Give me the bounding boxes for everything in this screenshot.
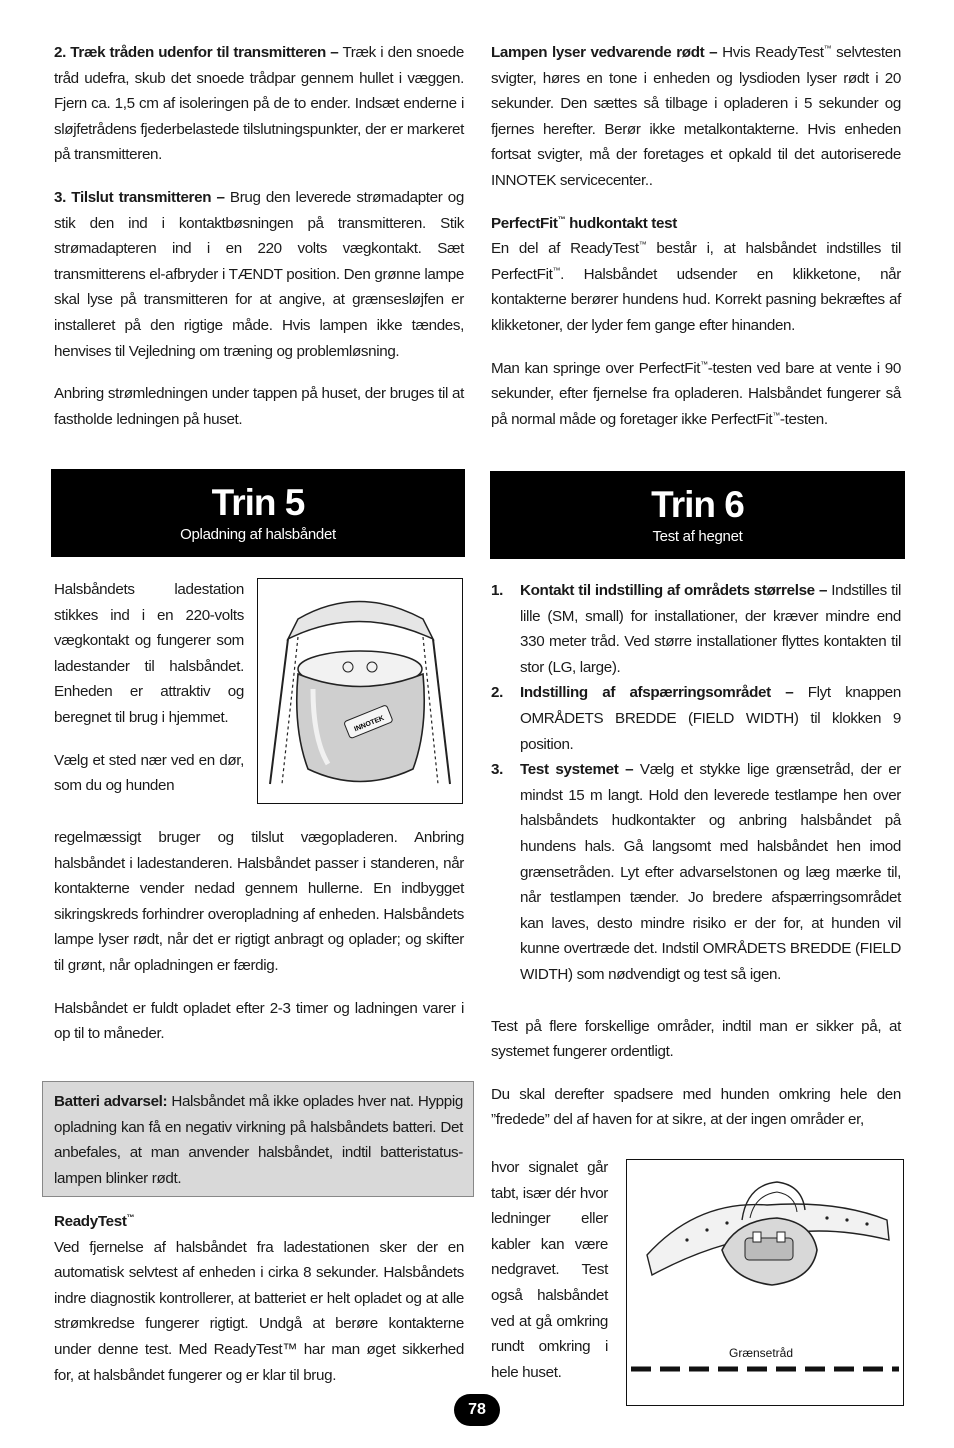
- innotek-logo: INNOTEK: [353, 714, 386, 734]
- step-item: 3. Test systemet – Vælg et stykke lige grænsetråd, der er mindst 15 m langt. Hold den leverede testlampe hen over halsbåndets hudkontakter og anbring halsbåndet på hundens hals. Gå langsomt med halsbåndet hen imod grænsetråden. Lyt efter advarselstonen og læg mærke til, når testlampen tænder. Jo bredere afspærringsområdet kan laves, desto mindre risiko er der for, at hunden vil kunne overtræde det. Indstil OMRÅDETS BREDDE (FIELD WIDTH) som nødvendigt og test så igen.: [491, 761, 902, 983]
- trin6-subtitle: Test af hegnet: [652, 528, 743, 545]
- trin6-banner: [490, 471, 905, 559]
- step2-paragraph: 2. Træk tråden udenfor til transmitteren – Træk i den snoede tråd udefra, skub det snoede trådpar gennem hullet i væggen. Fjern ca. 1,5 cm af isoleringen på de to ender. Indsæt enderne i sløjfetrådens fjederbelastede tilslutningspunkter, der er markeret på transmitteren.: [54, 44, 464, 164]
- warning-lead: Batteri advarsel:: [54, 1093, 168, 1110]
- warning-text: Halsbåndet må ikke oplades hver nat. Hyppig opladning kan få en negativ virkning på halsbåndets batteri. Det anbefales, at man anvender halsbåndet, indtil batteristatus-lampen blinker rødt.: [54, 1093, 463, 1187]
- skip-paragraph: Man kan springe over PerfectFit™-testen ved bare at vente i 90 sekunder, efter fjernelse fra opladeren. Halsbåndet fungerer så på normal måde og foretager ikke PerfectFit™-testen.: [491, 359, 901, 428]
- lamp-paragraph: Lampen lyser vedvarende rødt – Hvis ReadyTest™ selvtesten svigter, høres en tone i enheden og lysdioden lyser rødt i 20 sekunder. Den sættes så tilbage i opladeren i 5 sekunder og fjernes herefter. Berør ikke metalkontakterne. Hvis enheden fortsat svigter, må der foretages et opkald til det autoriserede INNOTEK servicecenter..: [491, 43, 901, 189]
- readytest-heading: ReadyTest: [54, 1213, 127, 1230]
- trin5-subtitle: Opladning af halsbåndet: [180, 526, 336, 543]
- trin5-continuation: regelmæssigt bruger og tilslut vægopladeren. Anbring halsbåndet i ladestanderen. Halsbåndet passer i standeren, når kontakterne vender nedad gennem hullerne. En indbygget sikringskreds forhindrer overopladning af enheden. Halsbåndets lampe lyser rødt, når det er rigtigt anbragt og oplader; og skifter til grønt, når opladningen er færdig.: [54, 829, 464, 974]
- trin5-body: [54, 825, 464, 1047]
- trin5-title: Trin 5: [211, 482, 305, 523]
- charging-station-figure: [257, 578, 463, 804]
- perfectfit-heading: PerfectFit™ hudkontakt test: [491, 214, 677, 232]
- trin5-banner: [51, 469, 465, 557]
- walk-wrap-text: hvor signalet går tabt, især dér hvor ledninger eller kabler kan være nedgravet. Test også halsbåndet ved at gå omkring rundt omkring i hele huset.: [491, 1159, 608, 1381]
- boundary-wire-label: Grænsetråd: [728, 1346, 794, 1360]
- step-item: 1. Kontakt til indstilling af områdets størrelse – Indstilles til lille (SM, small) for installationer, der kræver mindre end 330 meter tråd. Ved større installationer flyttes kontakten til stor (LG, large).: [491, 582, 901, 676]
- step3-paragraph: 3. Tilslut transmitteren – Brug den leverede strømadapter og stik den ind i kontaktbøsningen på transmitteren. Stik strømadapteren ind i en 220 volts vægkontakt. Sæt transmitterens el-afbryder i TÆNDT position. Den grønne lampe skal lyse på transmitteren for at angive, at grænsesløjfen er installeret på den rigtige måde. Hvis lampen ikke tændes, henvises til Vejledning om træning og problemløsning.: [54, 188, 464, 360]
- readytest-text: Ved fjernelse af halsbåndet fra ladestationen sker der en automatisk selvtest af enheden i cirka 8 sekunder. Halsbåndets indre diagnostik kontrollerer, at batteriet er helt opladet og at alle strømkredse fungerer rigtigt. Undgå at berøre kontakterne under denne test. Med ReadyTest™ har man øget sikkerhed for, at halsbåndet fungerer og er klar til brug.: [54, 1238, 464, 1384]
- page-number: 78: [454, 1394, 500, 1426]
- right-column: [491, 40, 901, 432]
- trin5-wrap-text: [54, 577, 244, 799]
- step-item: 2. Indstilling af afspærringsområdet – Flyt knappen OMRÅDETS BREDDE (FIELD WIDTH) til klokken 9 position.: [491, 684, 901, 753]
- trin5-wrap-2: Vælg et sted nær ved en dør, som du og hunden: [54, 751, 244, 795]
- trin6-title: Trin 6: [651, 484, 744, 525]
- collar-test-figure: [626, 1159, 904, 1406]
- test-more-paragraph: Test på flere forskellige områder, indtil man er sikker på, at systemet fungerer ordentligt.: [491, 1017, 901, 1061]
- steps-list: [491, 578, 901, 988]
- trin5-charge-time: Halsbåndet er fuldt opladet efter 2-3 timer og ladningen varer i op til to måneder.: [54, 999, 464, 1043]
- cord-paragraph: Anbring strømledningen under tappen på huset, der bruges til at fastholde ledningen på huset.: [54, 385, 464, 428]
- trin6-steps: [491, 578, 901, 1133]
- charging-station-illustration: [258, 579, 462, 803]
- readytest-section: ReadyTest™ Ved fjernelse af halsbåndet fra ladestationen sker der en automatisk selvtest af enheden i cirka 8 sekunder. Halsbåndets indre diagnostik kontrollerer, at batteriet er helt opladet og at alle strømkredse fungerer rigtigt. Undgå at berøre kontakterne under denne test. Med ReadyTest™ har man øget sikkerhed for, at halsbåndet fungerer og er klar til brug.: [54, 1209, 464, 1388]
- perfectfit-text: En del af ReadyTest™ består i, at halsbåndet indstilles til PerfectFit™. Halsbåndet udsender en klikketone, når kontakterne berører hundens hud. Korrekt pasning bekræftes af klikketoner, der lyder fem gange efter hinanden.: [491, 240, 901, 334]
- walk-paragraph: Du skal derefter spadsere med hunden omkring hele den ”fredede” del af haven for at sikre, at der ingen områder er,: [491, 1085, 901, 1129]
- trin5-wrap-1: Halsbåndets ladestation stikkes ind i en 220-volts vægkontakt og fungerer som ladestander til halsbåndet. Enheden er attraktiv og beregnet til brug i hjemmet.: [54, 581, 244, 726]
- battery-warning-box: [42, 1081, 474, 1197]
- left-column: [54, 40, 464, 432]
